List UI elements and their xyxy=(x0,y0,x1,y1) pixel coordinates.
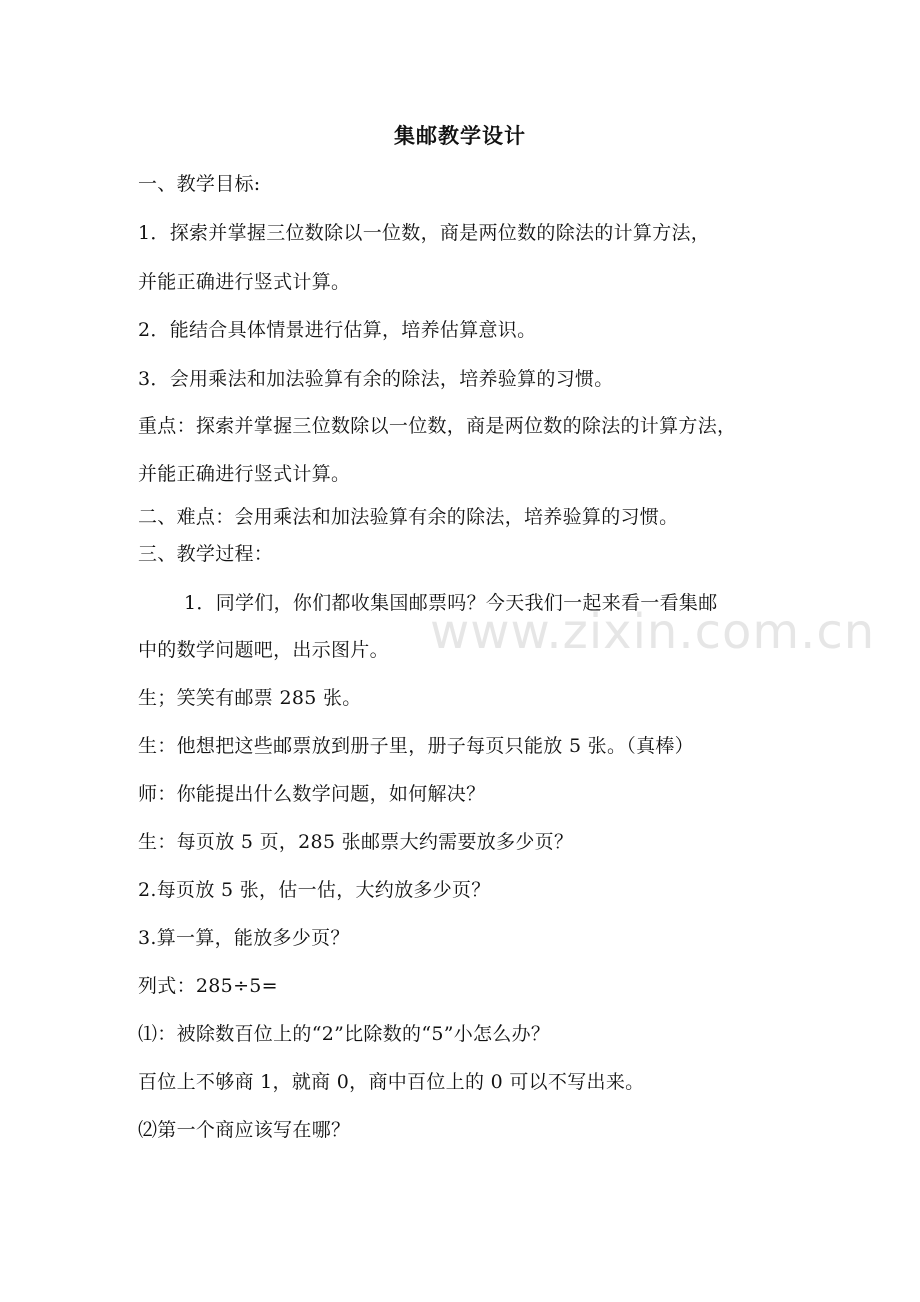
process-step-3: 3.算一算，能放多少页？ xyxy=(138,927,350,949)
objective-3: 3．会用乘法和加法验算有余的除法，培养验算的习惯。 xyxy=(138,368,614,390)
document-title: 集邮教学设计 xyxy=(394,123,526,148)
sub-question-1: ⑴：被除数百位上的“2”比除数的“5”小怎么办？ xyxy=(138,1023,551,1045)
process-step-2: 2.每页放 5 张，估一估，大约放多少页？ xyxy=(138,879,491,901)
section-heading-objectives: 一、教学目标: xyxy=(138,173,261,195)
sub-question-2: ⑵第一个商应该写在哪？ xyxy=(138,1119,351,1141)
dialogue-line: 生：每页放 5 页，285 张邮票大约需要放多少页？ xyxy=(138,831,574,853)
objective-1-line-1: 1．探索并掌握三位数除以一位数，商是两位数的除法的计算方法， xyxy=(138,222,711,244)
sub-answer-1: 百位上不够商 1，就商 0，商中百位上的 0 可以不写出来。 xyxy=(138,1071,645,1093)
process-step-1-line-2: 中的数学问题吧，出示图片。 xyxy=(138,639,389,661)
objective-2: 2．能结合具体情景进行估算，培养估算意识。 xyxy=(138,319,537,341)
section-heading-process: 三、教学过程： xyxy=(138,543,274,565)
objective-1-line-2: 并能正确进行竖式计算。 xyxy=(138,271,351,293)
dialogue-line: 师：你能提出什么数学问题，如何解决？ xyxy=(138,783,486,805)
watermark-text: www.zixin.com.cn xyxy=(430,604,876,660)
dialogue-line: 生；笑笑有邮票 285 张。 xyxy=(138,687,362,709)
dialogue-line: 生：他想把这些邮票放到册子里，册子每页只能放 5 张。（真棒） xyxy=(138,735,694,757)
equation-line: 列式：285÷5= xyxy=(138,975,278,997)
key-point-line-2: 并能正确进行竖式计算。 xyxy=(138,463,351,485)
key-point-line-1: 重点：探索并掌握三位数除以一位数，商是两位数的除法的计算方法， xyxy=(138,415,737,437)
section-heading-difficulty: 二、难点：会用乘法和加法验算有余的除法，培养验算的习惯。 xyxy=(138,506,679,528)
process-step-1-line-1: 1．同学们，你们都收集国邮票吗？今天我们一起来看一看集邮 xyxy=(184,592,718,614)
